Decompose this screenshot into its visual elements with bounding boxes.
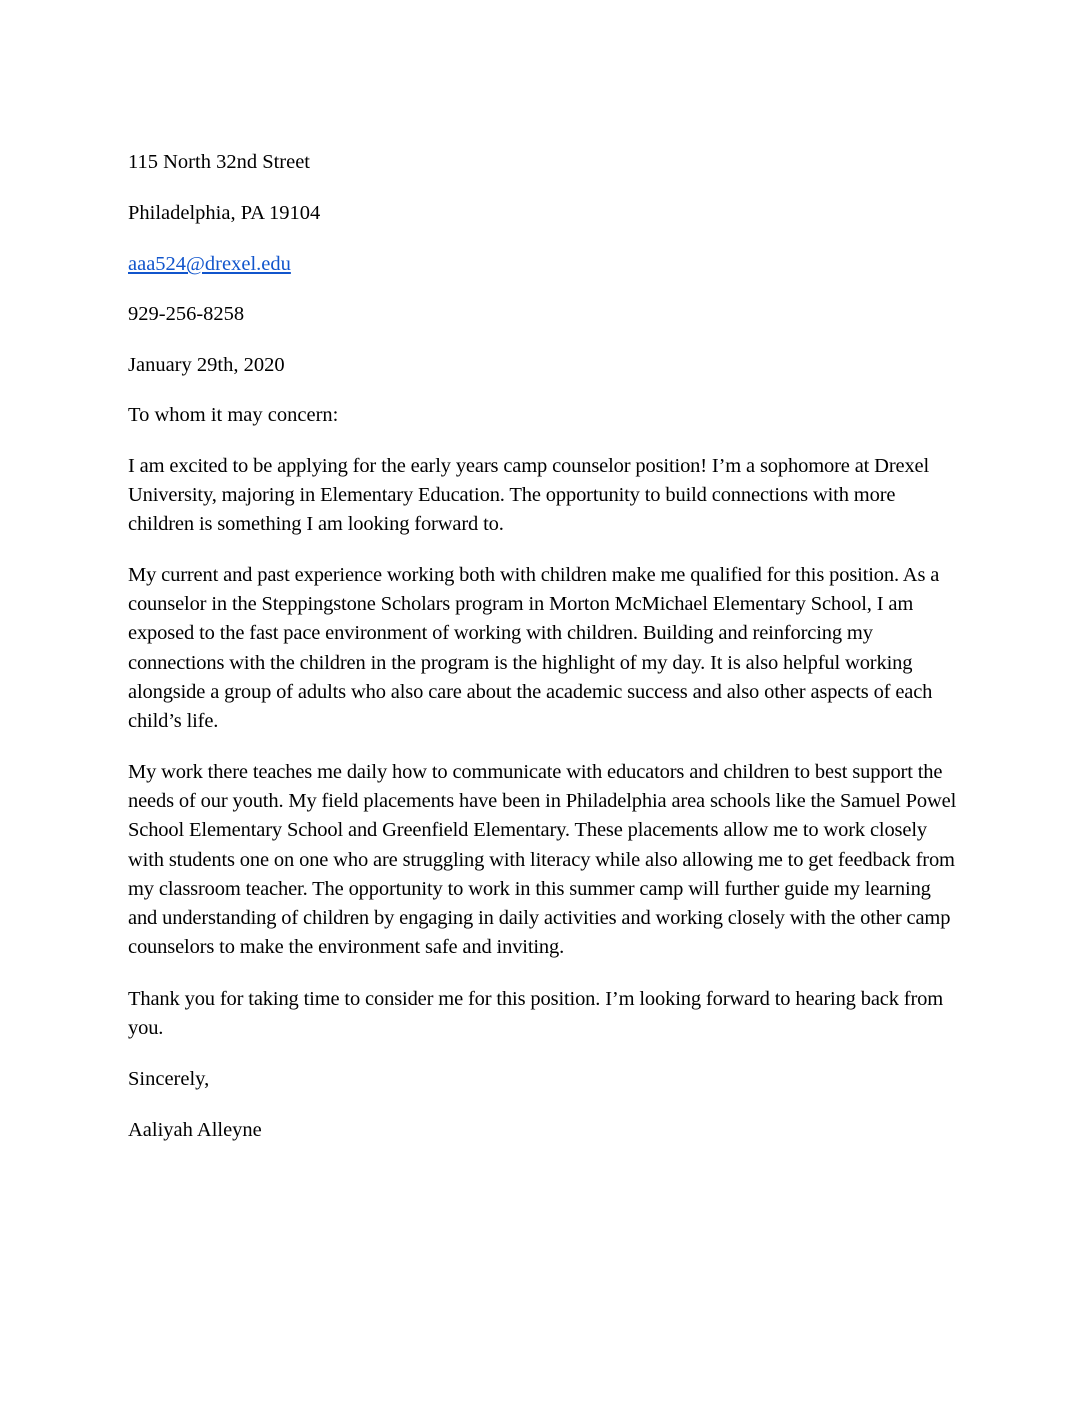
city-state-zip: Philadelphia, PA 19104 bbox=[128, 202, 321, 224]
body-paragraph-1: I am excited to be applying for the early years camp counselor position! I’m a sophomore at Drexel University, majoring in Elementary Education. The opportunity to build connections with more children is something I am looking forward to. bbox=[128, 455, 930, 536]
street-address: 115 North 32nd Street bbox=[128, 151, 311, 173]
body-paragraph-4: Thank you for taking time to consider me for this position. I’m looking forward to hearing back from you. bbox=[128, 988, 944, 1040]
body-paragraph-2: My current and past experience working both with children make me qualified for this position. As a counselor in the Steppingstone Scholars program in Morton McMichael Elementary School, I am exposed to the fast pace environment of working with children. Building and reinforcing my connections with the children in the program is the highlight of my day. It is also helpful working alongside a group of adults who also care about the academic success and also other aspects of each child’s life. bbox=[128, 564, 940, 733]
email-link[interactable]: aaa524@drexel.edu bbox=[128, 253, 291, 275]
salutation: To whom it may concern: bbox=[128, 404, 339, 426]
body-paragraph-3: My work there teaches me daily how to communicate with educators and children to best support the needs of our youth. My field placements have been in Philadelphia area schools like the Samuel Powel School Elementary School and Greenfield Elementary. These placements allow me to work closely with students one on one who are struggling with literacy while also allowing me to get feedback from my classroom teacher. The opportunity to work in this summer camp will further guide my learning and understanding of children by engaging in daily activities and working closely with the other camp counselors to make the environment safe and inviting. bbox=[128, 761, 957, 959]
letter-date: January 29th, 2020 bbox=[128, 354, 285, 376]
phone-number: 929-256-8258 bbox=[128, 303, 245, 325]
closing: Sincerely, bbox=[128, 1068, 210, 1090]
signature-name: Aaliyah Alleyne bbox=[128, 1119, 262, 1141]
